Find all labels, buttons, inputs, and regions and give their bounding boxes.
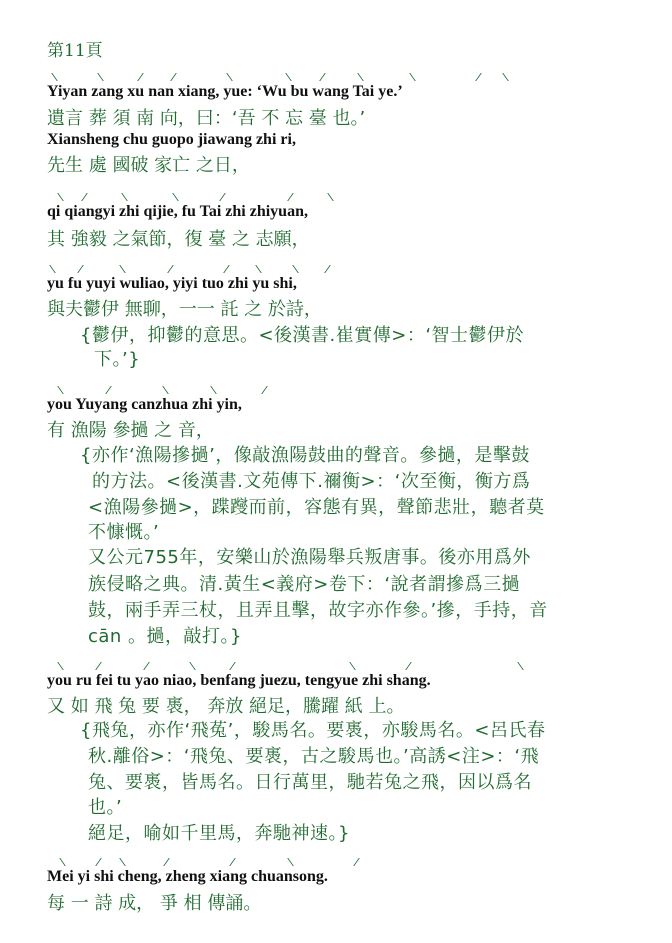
tone-mark-icon (119, 265, 132, 273)
tone-mark-icon (409, 73, 422, 81)
tone-mark-icon (285, 73, 298, 81)
tone-mark-icon (121, 193, 134, 201)
annotation-line: {飛兔，亦作‘飛菟’，駿馬名。要褭，亦駿馬名。<呂氏春 (80, 720, 546, 741)
pinyin-line: qi qiangyi zhi qijie, fu Tai zhi zhiyuan, (47, 203, 308, 220)
tone-mark-icon (517, 662, 530, 670)
tone-mark-icon (105, 386, 118, 394)
annotation-line: 也。’ (88, 797, 123, 818)
hanzi-line: 有 漁陽 參撾 之 音， (47, 420, 214, 441)
annotation-line: 兔、要褭，皆馬名。日行萬里，馳若兔之飛，因以爲名 (88, 772, 532, 793)
annotation-line: {鬱伊，抑鬱的意思。<後漢書.崔實傳>：‘智士鬱伊於 (80, 325, 525, 346)
tone-mark-icon (349, 662, 362, 670)
hanzi-line: 每 一 詩 成， 爭 相 傳誦。 (47, 893, 262, 914)
page-header: 第11頁 (47, 41, 103, 61)
tone-mark-icon (167, 265, 180, 273)
tone-mark-icon (292, 265, 305, 273)
tone-mark-icon (502, 73, 515, 81)
pinyin-line: yu fu yuyi wuliao, yiyi tuo zhi yu shi, (47, 275, 297, 292)
tone-mark-icon (324, 265, 337, 273)
tone-mark-icon (49, 265, 62, 273)
tone-mark-icon (163, 858, 176, 866)
tone-mark-icon (229, 662, 242, 670)
hanzi-line: 先生 處 國破 家亡 之日， (47, 155, 250, 176)
tone-mark-icon (226, 73, 239, 81)
tone-mark-icon (210, 386, 223, 394)
tone-mark-icon (81, 193, 94, 201)
tone-mark-icon (170, 73, 183, 81)
pinyin-line: you ru fei tu yao niao, benfang juezu, tengyue zhi shang. (47, 672, 431, 689)
pinyin-line: you Yuyang canzhua zhi yin, (47, 396, 242, 413)
tone-mark-icon (77, 265, 90, 273)
hanzi-line: 又 如 飛 兔 要 褭， 奔放 絕足，騰躍 紙 上。 (47, 696, 405, 717)
tone-mark-icon (357, 73, 370, 81)
tone-mark-icon (327, 193, 340, 201)
tone-mark-icon (229, 858, 242, 866)
hanzi-line: 其 強毅 之氣節，復 臺 之 志願， (47, 229, 310, 250)
tone-mark-icon (59, 858, 72, 866)
tone-mark-icon (57, 386, 70, 394)
pinyin-line: Yiyan zang xu nan xiang, yue: ‘Wu bu wang Tai ye.’ (47, 83, 403, 100)
tone-mark-icon (97, 73, 110, 81)
tone-mark-icon (51, 73, 64, 81)
pinyin-line: Mei yi shi cheng, zheng xiang chuansong. (47, 868, 328, 885)
tone-mark-icon (219, 193, 232, 201)
tone-mark-icon (255, 265, 268, 273)
annotation-line: 又公元755年，安樂山於漁陽舉兵叛唐事。後亦用爲外 (88, 547, 531, 568)
tone-mark-icon (143, 662, 156, 670)
tone-mark-icon (57, 193, 70, 201)
tone-mark-icon (223, 265, 236, 273)
tone-mark-icon (172, 193, 185, 201)
tone-mark-icon (353, 858, 366, 866)
annotation-line: 秋.離俗>：‘飛兔、要褭，古之駿馬也。’高誘<注>：‘飛 (88, 746, 540, 767)
tone-mark-icon (162, 386, 175, 394)
tone-mark-icon (95, 858, 108, 866)
tone-mark-icon (287, 858, 300, 866)
tone-mark-icon (137, 73, 150, 81)
annotation-line: {亦作‘漁陽摻撾’，像敲漁陽鼓曲的聲音。參撾，是擊鼓 (80, 445, 530, 466)
annotation-line: 不慷慨。’ (88, 522, 160, 543)
tone-mark-icon (119, 858, 132, 866)
hanzi-line: 與夫鬱伊 無聊，一一 託 之 於詩， (47, 299, 322, 320)
hanzi-line: 遺言 葬 須 南 向，曰：‘吾 不 忘 臺 也。’ (47, 108, 366, 129)
tone-mark-icon (319, 73, 332, 81)
tone-mark-icon (261, 386, 274, 394)
tone-mark-icon (95, 662, 108, 670)
tone-mark-icon (405, 662, 418, 670)
annotation-line: 下。’} (94, 349, 141, 370)
tone-mark-icon (57, 662, 70, 670)
annotation-line: 的方法。<後漢書.文苑傳下.禰衡>：‘次至衡，衡方爲 (92, 471, 531, 492)
tone-mark-icon (475, 73, 488, 81)
annotation-line: 族侵略之典。清.黃生<義府>卷下：‘說者謂摻爲三撾 (88, 574, 521, 595)
tone-mark-icon (287, 193, 300, 201)
annotation-line: 絕足，喻如千里馬，奔馳神速。} (88, 823, 350, 844)
tone-mark-icon (189, 662, 202, 670)
annotation-line: cān 。撾，敲打。} (88, 626, 243, 647)
pinyin-line: Xiansheng chu guopo jiawang zhi ri, (47, 131, 296, 148)
annotation-line: 鼓，兩手弄三杖，且弄且擊，故字亦作參。’摻，手持，音 (88, 600, 548, 621)
annotation-line: <漁陽參撾>，蹀躞而前，容態有異，聲節悲壯，聽者莫 (88, 497, 545, 518)
